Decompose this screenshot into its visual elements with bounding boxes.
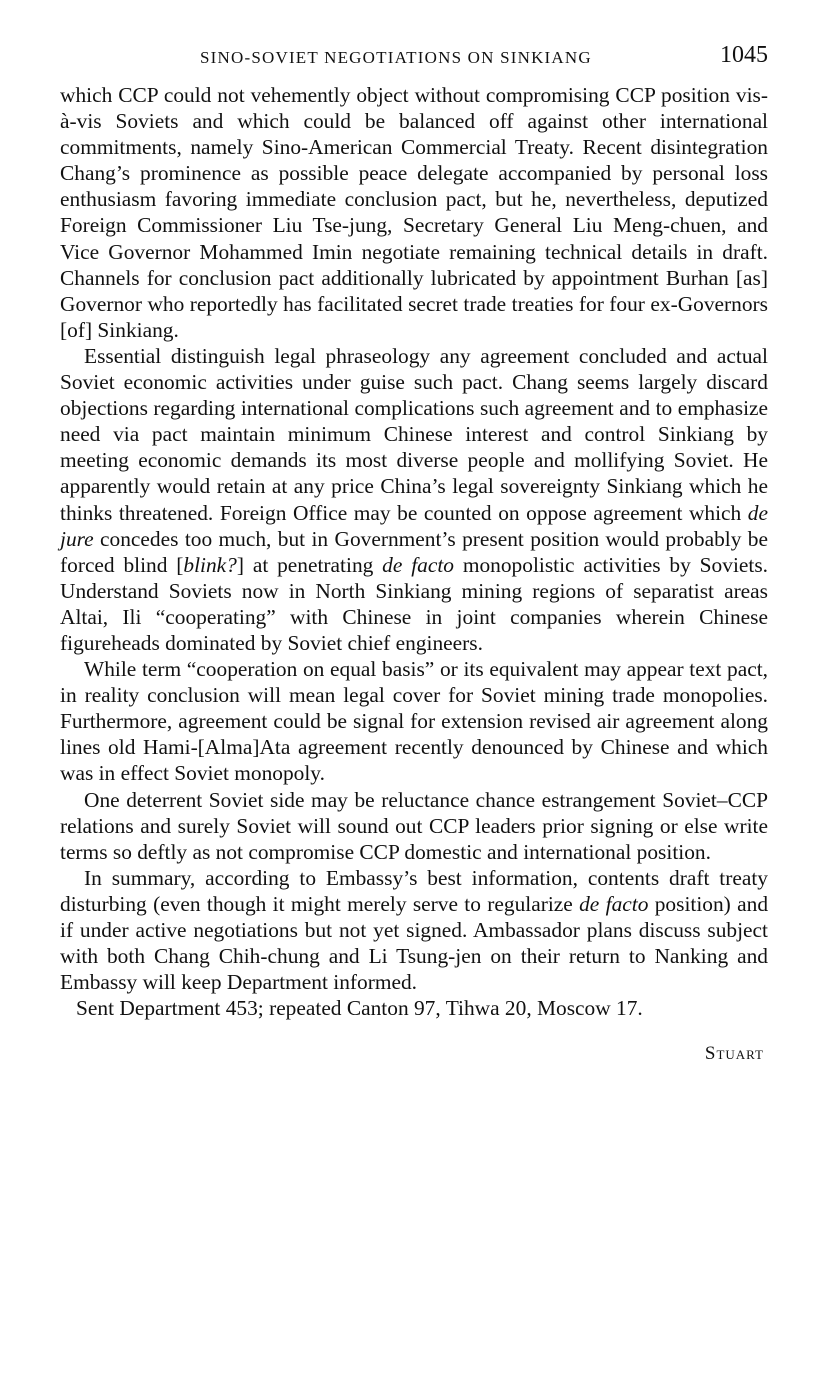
paragraph-2-part-b: concedes too much, but in Government’s present position would probably be forced blind [ [60, 526, 768, 577]
paragraph-5-part-b: position) and if under active negotiations but not yet signed. Ambassador plans discuss subject with both Chang Chih-chung and Li Tsung-jen on their return to Nanking and Embassy will keep Department informed. [60, 891, 769, 995]
paragraph-2-part-d: monopolistic activities by Soviets. Understand Soviets now in North Sinkiang mining regions of separatist areas Altai, Ili “cooperating” with Chinese in joint companies wherein Chinese figureheads dominated by Soviet chief engineers. [60, 552, 768, 655]
document-page [60, 40, 768, 1065]
paragraph-1: which CCP could not vehemently object without compromising CCP position vis-à-vis Soviets and which could be balanced off against other international commitments, namely Sino-American Commercial Treaty. Recent disintegration Chang’s prominence as possible peace delegate accompanied by personal loss enthusiasm favoring immediate conclusion pact, but he, nevertheless, deputized Foreign Commissioner Liu Tse-jung, Secretary General Liu Meng-chuen, and Vice Governor Mohammed Imin negotiate remaining technical details in draft. Channels for conclusion pact additionally lubricated by appointment Burhan [as] Governor who reportedly has facilitated secret trade treaties for four ex-Governors [of] Sinkiang. [60, 83, 768, 342]
paragraph-2-part-c: ] at penetrating [236, 552, 383, 577]
paragraph-2-italic-blink: blink? [183, 552, 237, 577]
paragraph-2-italic-de-jure: de jure [60, 500, 768, 551]
running-title: SINO-SOVIET NEGOTIATIONS ON SINKIANG [200, 48, 592, 67]
paragraph-4: One deterrent Soviet side may be reluctance chance estrangement Soviet–CCP relations and surely Soviet will sound out CCP leaders prior signing or else write terms so deftly as not compromise CCP domestic and international position. [60, 787, 768, 864]
running-head [60, 40, 768, 76]
signature: Stuart [704, 1042, 764, 1064]
paragraph-5-part-a: In summary, according to Embassy’s best information, contents draft treaty disturbing (even though it might merely serve to regularize [60, 865, 768, 916]
paragraph-2-part-a: Essential distinguish legal phraseology any agreement concluded and actual Soviet economic activities under guise such pact. Chang seems largely discard objections regarding international complications such agreement and to emphasize need via pact maintain minimum Chinese interest and control Sinkiang by meeting economic demands its most diverse people and mollifying Soviet. He apparently would retain at any price China’s legal sovereignty Sinkiang which he thinks threatened. Foreign Office may be counted on oppose agreement which [60, 343, 768, 525]
paragraph-5-italic-de-facto: de facto [579, 891, 649, 916]
paragraph-2-italic-de-facto: de facto [382, 552, 454, 577]
page-number: 1045 [720, 42, 768, 68]
paragraph-5 [60, 865, 768, 995]
paragraph-3: While term “cooperation on equal basis” or its equivalent may appear text pact, in reality conclusion will mean legal cover for Soviet mining trade monopolies. Furthermore, agreement could be signal for extension revised air agreement along lines old Hami-[Alma]Ata agreement recently denounced by Chinese and which was in effect Soviet monopoly. [60, 657, 768, 786]
paragraph-2 [60, 343, 768, 656]
sent-line: Sent Department 453; repeated Canton 97, Tihwa 20, Moscow 17. [76, 996, 643, 1021]
